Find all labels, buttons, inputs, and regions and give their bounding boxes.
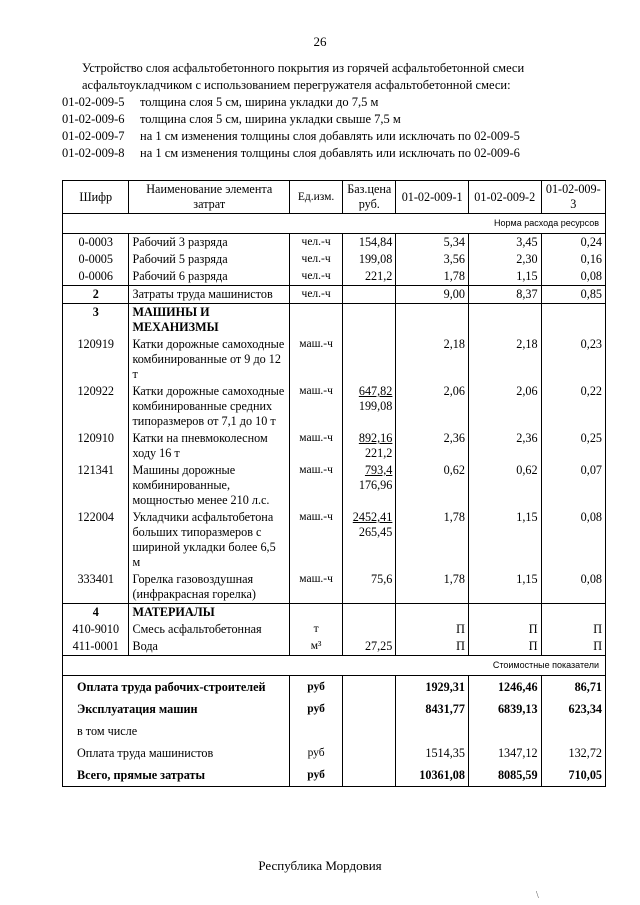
price-cell — [343, 430, 396, 462]
value-cell: 2,30 — [468, 251, 541, 268]
summary-value: 1514,35 — [396, 742, 469, 764]
base-price: 221,2 — [364, 269, 393, 283]
summary-empty — [343, 764, 396, 787]
name-cell: Укладчики асфальтобетона больших типоразмеров с шириной укладки более 6,5 м — [129, 509, 290, 571]
name-cell: Рабочий 6 разряда — [129, 268, 290, 286]
machinist-wage: 221,2 — [364, 446, 393, 460]
intro-item-code: 01-02-009-7 — [62, 129, 125, 143]
corner-mark: \ — [536, 890, 539, 901]
code-cell: 2 — [63, 286, 129, 304]
value-cell: 1,15 — [468, 571, 541, 604]
unit-cell: маш.-ч — [290, 430, 343, 462]
machinist-wage: 199,08 — [358, 399, 393, 413]
summary-empty — [343, 742, 396, 764]
price-cell — [343, 251, 396, 268]
table-row — [63, 234, 606, 252]
value-cell: 0,22 — [541, 383, 605, 430]
name-cell: Катки дорожные самоходные комбинированные средних типоразмеров от 7,1 до 10 т — [129, 383, 290, 430]
summary-value: 1347,12 — [468, 742, 541, 764]
value-cell: 2,06 — [468, 383, 541, 430]
value-cell: 0,62 — [396, 462, 469, 509]
summary-empty — [343, 720, 396, 742]
summary-row — [63, 720, 606, 742]
price-cell — [343, 462, 396, 509]
value-cell: 0,08 — [541, 268, 605, 286]
value-cell: 0,16 — [541, 251, 605, 268]
table-row — [63, 336, 606, 383]
base-price: 75,6 — [371, 572, 393, 586]
value-cell: П — [396, 638, 469, 656]
value-cell: 2,18 — [468, 336, 541, 383]
page-number: 26 — [313, 34, 327, 49]
value-cell: 1,15 — [468, 268, 541, 286]
unit-cell: чел.-ч — [290, 268, 343, 286]
name-cell: Рабочий 5 разряда — [129, 251, 290, 268]
unit-cell — [290, 304, 343, 337]
code-cell: 0-0005 — [63, 251, 129, 268]
value-cell: 3,56 — [396, 251, 469, 268]
value-cell: 2,36 — [396, 430, 469, 462]
summary-unit: руб — [290, 742, 343, 764]
base-price: 647,82 — [358, 384, 393, 398]
summary-unit — [290, 720, 343, 742]
intro-item-text: на 1 см изменения толщины слоя добавлять или исключать по 02-009-6 — [140, 146, 520, 160]
name-cell: Машины дорожные комбинированные, мощностью менее 210 л.с. — [129, 462, 290, 509]
summary-label: в том числе — [63, 720, 290, 742]
base-price: 27,25 — [364, 639, 393, 653]
code-cell: 0-0003 — [63, 234, 129, 252]
value-cell: П — [541, 638, 605, 656]
price-cell — [343, 509, 396, 571]
value-cell: 9,00 — [396, 286, 469, 304]
table-row — [63, 621, 606, 638]
value-cell: 1,78 — [396, 268, 469, 286]
intro-block — [62, 60, 602, 162]
intro-item-code: 01-02-009-8 — [62, 146, 125, 160]
summary-value: 710,05 — [541, 764, 605, 787]
value-cell: 0,08 — [541, 571, 605, 604]
intro-item — [62, 111, 602, 128]
value-cell — [396, 604, 469, 622]
summary-label: Всего, прямые затраты — [63, 764, 290, 787]
price-cell — [343, 621, 396, 638]
summary-value — [541, 720, 605, 742]
value-cell: 0,85 — [541, 286, 605, 304]
cost-label-row — [63, 656, 606, 676]
intro-item-code: 01-02-009-6 — [62, 112, 125, 126]
intro-item-code: 01-02-009-5 — [62, 95, 125, 109]
code-cell: 120922 — [63, 383, 129, 430]
summary-value: 86,71 — [541, 676, 605, 699]
price-cell — [343, 234, 396, 252]
value-cell: 2,06 — [396, 383, 469, 430]
header-cell: Ед.изм. — [290, 181, 343, 214]
name-cell: Катки на пневмоколесном ходу 16 т — [129, 430, 290, 462]
code-cell: 333401 — [63, 571, 129, 604]
resource-rows — [63, 234, 606, 656]
table-row — [63, 430, 606, 462]
value-cell: 0,07 — [541, 462, 605, 509]
summary-row — [63, 676, 606, 699]
summary-value: 132,72 — [541, 742, 605, 764]
unit-cell: маш.-ч — [290, 462, 343, 509]
summary-value — [468, 720, 541, 742]
value-cell: П — [396, 621, 469, 638]
name-cell: МАШИНЫ И МЕХАНИЗМЫ — [129, 304, 290, 337]
table-row — [63, 304, 606, 337]
summary-rows — [63, 676, 606, 787]
base-price: 892,16 — [358, 431, 393, 445]
value-cell: 0,08 — [541, 509, 605, 571]
value-cell — [541, 304, 605, 337]
value-cell: 5,34 — [396, 234, 469, 252]
unit-cell: м³ — [290, 638, 343, 656]
price-cell — [343, 604, 396, 622]
name-cell: МАТЕРИАЛЫ — [129, 604, 290, 622]
summary-value: 10361,08 — [396, 764, 469, 787]
name-cell: Затраты труда машинистов — [129, 286, 290, 304]
base-price: 2452,41 — [352, 510, 393, 524]
intro-line-2: асфальтоукладчиком с использованием перегружателя асфальтобетонной смеси: — [82, 78, 511, 92]
name-cell: Вода — [129, 638, 290, 656]
resource-table — [62, 180, 606, 787]
header-cell: Баз.цена руб. — [343, 181, 396, 214]
value-cell: 1,78 — [396, 571, 469, 604]
table-row — [63, 571, 606, 604]
summary-value: 8431,77 — [396, 698, 469, 720]
value-cell: 2,18 — [396, 336, 469, 383]
intro-item — [62, 145, 602, 162]
value-cell: П — [541, 621, 605, 638]
code-cell: 3 — [63, 304, 129, 337]
unit-cell: маш.-ч — [290, 336, 343, 383]
header-cell: 01-02-009-3 — [541, 181, 605, 214]
value-cell: П — [468, 638, 541, 656]
value-cell: 0,23 — [541, 336, 605, 383]
price-cell — [343, 286, 396, 304]
code-cell: 411-0001 — [63, 638, 129, 656]
table-row — [63, 251, 606, 268]
name-cell: Смесь асфальтобетонная — [129, 621, 290, 638]
cost-label: Стоимостные показатели — [63, 656, 606, 676]
unit-cell: чел.-ч — [290, 286, 343, 304]
name-cell: Рабочий 3 разряда — [129, 234, 290, 252]
norm-label: Норма расхода ресурсов — [63, 214, 606, 234]
footer-region: Республика Мордовия — [258, 858, 382, 873]
unit-cell: маш.-ч — [290, 571, 343, 604]
header-cell: Наименование элемента затрат — [129, 181, 290, 214]
summary-row — [63, 698, 606, 720]
price-cell — [343, 638, 396, 656]
value-cell — [541, 604, 605, 622]
table-header-row — [63, 181, 606, 214]
summary-value — [396, 720, 469, 742]
machinist-wage: 265,45 — [358, 525, 393, 539]
code-cell: 120910 — [63, 430, 129, 462]
base-price: 793,4 — [364, 463, 393, 477]
summary-value: 1246,46 — [468, 676, 541, 699]
summary-empty — [343, 698, 396, 720]
value-cell — [396, 304, 469, 337]
summary-unit: руб — [290, 698, 343, 720]
unit-cell: чел.-ч — [290, 234, 343, 252]
unit-cell: маш.-ч — [290, 509, 343, 571]
code-cell: 4 — [63, 604, 129, 622]
summary-unit: руб — [290, 764, 343, 787]
intro-line-1: Устройство слоя асфальтобетонного покрытия из горячей асфальтобетонной смеси — [82, 61, 525, 75]
summary-value: 1929,31 — [396, 676, 469, 699]
value-cell: 2,36 — [468, 430, 541, 462]
value-cell: 1,78 — [396, 509, 469, 571]
header-cell: 01-02-009-2 — [468, 181, 541, 214]
value-cell: 0,25 — [541, 430, 605, 462]
summary-row — [63, 764, 606, 787]
value-cell — [468, 604, 541, 622]
intro-item-text: толщина слоя 5 см, ширина укладки до 7,5 м — [140, 95, 379, 109]
code-cell: 410-9010 — [63, 621, 129, 638]
unit-cell: маш.-ч — [290, 383, 343, 430]
summary-unit: руб — [290, 676, 343, 699]
table-row — [63, 638, 606, 656]
price-cell — [343, 336, 396, 383]
base-price: 199,08 — [358, 252, 393, 266]
summary-label: Эксплуатация машин — [63, 698, 290, 720]
summary-empty — [343, 676, 396, 699]
value-cell: 8,37 — [468, 286, 541, 304]
value-cell — [468, 304, 541, 337]
unit-cell: т — [290, 621, 343, 638]
code-cell: 0-0006 — [63, 268, 129, 286]
name-cell: Катки дорожные самоходные комбинированные от 9 до 12 т — [129, 336, 290, 383]
value-cell: 0,24 — [541, 234, 605, 252]
table-row — [63, 383, 606, 430]
table-row — [63, 604, 606, 622]
summary-value: 8085,59 — [468, 764, 541, 787]
table-row — [63, 268, 606, 286]
header-cell: 01-02-009-1 — [396, 181, 469, 214]
intro-item — [62, 128, 602, 145]
value-cell: 1,15 — [468, 509, 541, 571]
summary-row — [63, 742, 606, 764]
summary-value: 623,34 — [541, 698, 605, 720]
code-cell: 121341 — [63, 462, 129, 509]
price-cell — [343, 571, 396, 604]
price-cell — [343, 268, 396, 286]
summary-label: Оплата труда машинистов — [63, 742, 290, 764]
unit-cell: чел.-ч — [290, 251, 343, 268]
intro-item-text: толщина слоя 5 см, ширина укладки свыше 7,5 м — [140, 112, 401, 126]
table-row — [63, 509, 606, 571]
norm-label-row — [63, 214, 606, 234]
code-cell: 120919 — [63, 336, 129, 383]
intro-item-text: на 1 см изменения толщины слоя добавлять или исключать по 02-009-5 — [140, 129, 520, 143]
header-cell: Шифр — [63, 181, 129, 214]
summary-value: 6839,13 — [468, 698, 541, 720]
summary-label: Оплата труда рабочих-строителей — [63, 676, 290, 699]
table-row — [63, 462, 606, 509]
base-price: 154,84 — [358, 235, 393, 249]
unit-cell — [290, 604, 343, 622]
code-cell: 122004 — [63, 509, 129, 571]
table-row — [63, 286, 606, 304]
value-cell: П — [468, 621, 541, 638]
value-cell: 0,62 — [468, 462, 541, 509]
machinist-wage: 176,96 — [358, 478, 393, 492]
name-cell: Горелка газовоздушная (инфракрасная горелка) — [129, 571, 290, 604]
price-cell — [343, 383, 396, 430]
value-cell: 3,45 — [468, 234, 541, 252]
price-cell — [343, 304, 396, 337]
intro-item — [62, 94, 602, 111]
